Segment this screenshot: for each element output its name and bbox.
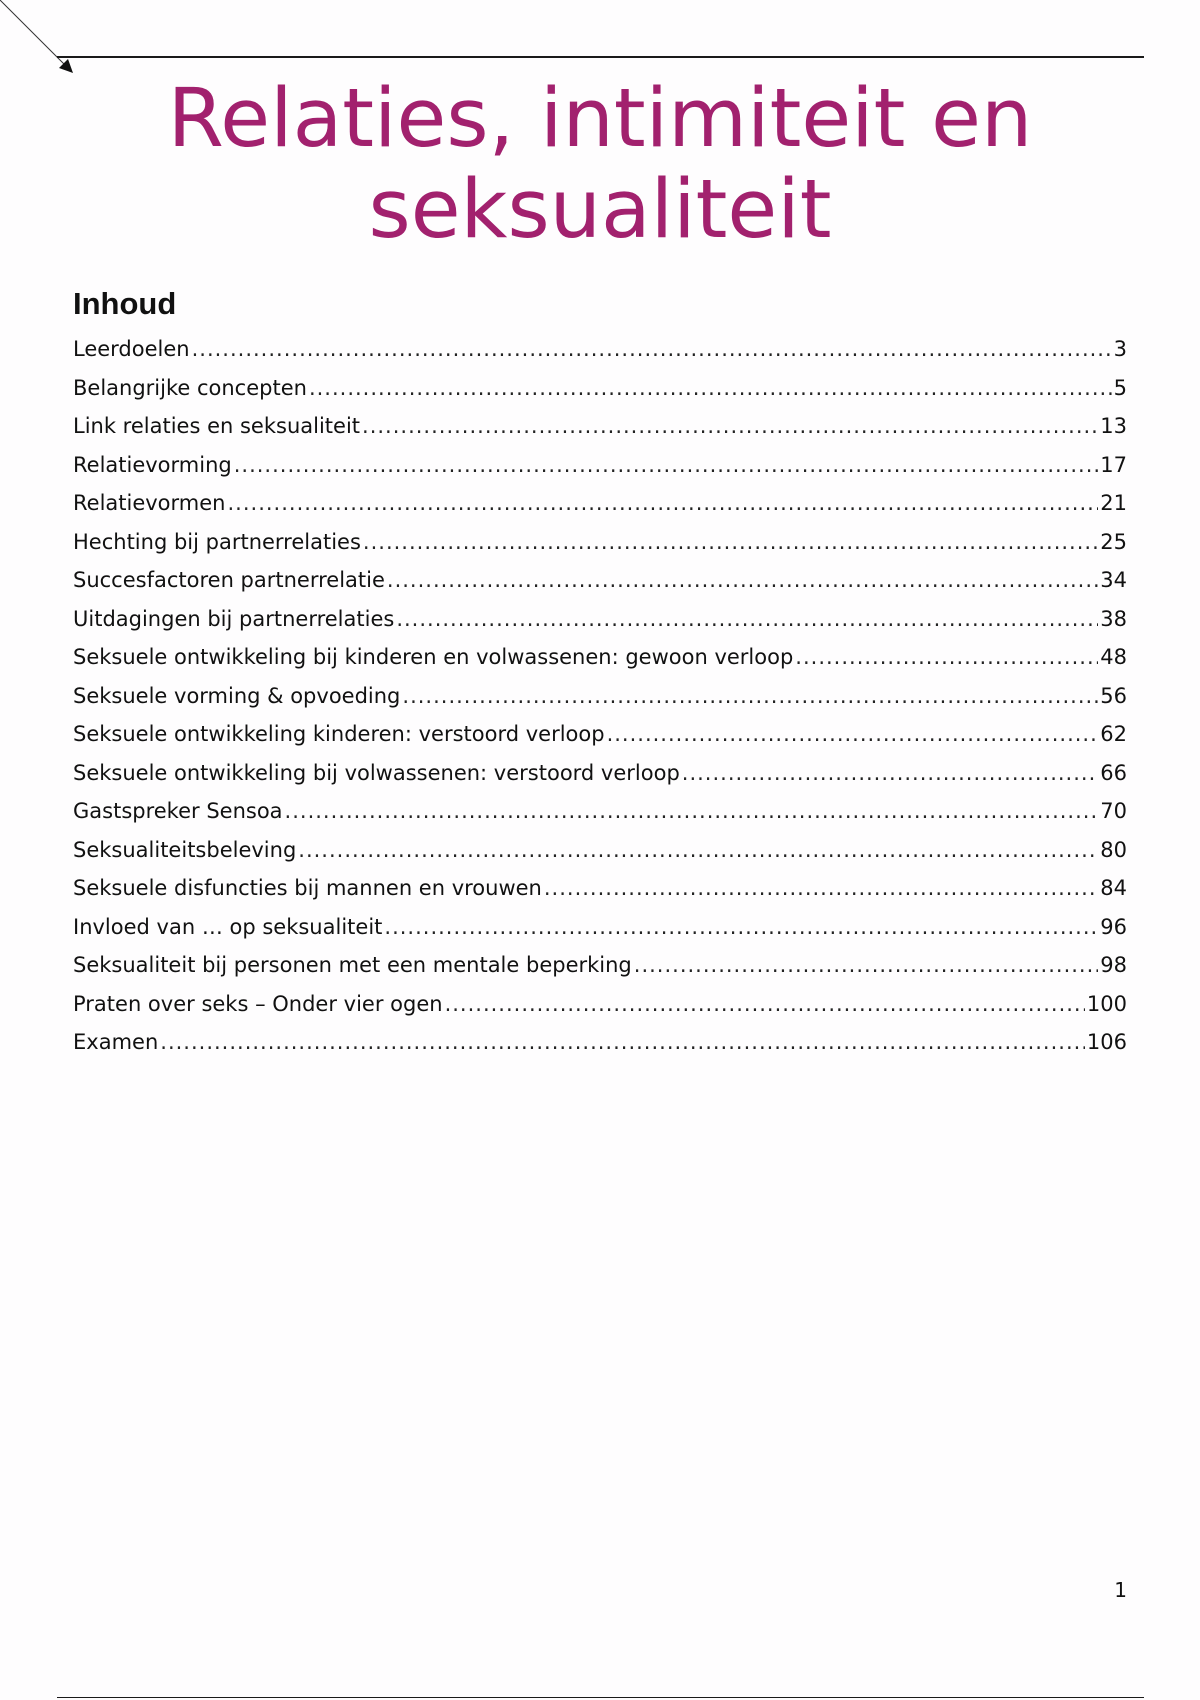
- toc-entry[interactable]: [73, 638, 1127, 677]
- toc-entry-label: Link relaties en seksualiteit: [73, 414, 361, 438]
- toc-entry[interactable]: [73, 369, 1127, 408]
- toc-entry[interactable]: [73, 754, 1127, 793]
- toc-entry-label: Succesfactoren partnerrelatie: [73, 568, 385, 592]
- toc-entry-label: Seksualiteitsbeleving: [73, 837, 297, 862]
- toc-dot-leader: [192, 330, 1112, 369]
- toc-entry-page: 56: [1100, 683, 1127, 708]
- toc-entry-page: 84: [1100, 876, 1127, 900]
- header-rule: [57, 56, 1144, 58]
- toc-entry[interactable]: [73, 831, 1127, 870]
- toc-dot-leader: [285, 792, 1099, 831]
- toc-dot-leader: [160, 1023, 1085, 1062]
- toc-entry-page: 38: [1100, 606, 1127, 631]
- toc-entry-label: Seksualiteit bij personen met een mentale beperking: [73, 953, 632, 977]
- toc-entry-label: Seksuele disfuncties bij mannen en vrouwen: [73, 876, 542, 900]
- toc-entry[interactable]: [73, 330, 1127, 369]
- toc-entry[interactable]: [73, 869, 1127, 908]
- toc-entry[interactable]: [73, 523, 1127, 562]
- toc-dot-leader: [298, 831, 1098, 870]
- toc-entry-label: Gastspreker Sensoa: [73, 799, 283, 823]
- toc-dot-leader: [387, 561, 1098, 600]
- toc-entry-page: 96: [1100, 914, 1127, 939]
- toc-entry-label: Seksuele ontwikkeling kinderen: verstoord verloop: [73, 722, 605, 746]
- toc-entry[interactable]: [73, 600, 1127, 639]
- toc-entry[interactable]: [73, 446, 1127, 485]
- toc-entry-label: Leerdoelen: [73, 337, 190, 361]
- toc-dot-leader: [682, 754, 1098, 793]
- toc-entry-label: Praten over seks – Onder vier ogen: [73, 991, 443, 1016]
- toc-dot-leader: [544, 869, 1098, 908]
- table-of-contents: [73, 330, 1127, 1062]
- toc-entry-page: 3: [1113, 337, 1127, 361]
- toc-entry-page: 80: [1100, 837, 1127, 862]
- toc-entry-page: 66: [1100, 760, 1127, 785]
- toc-entry-page: 48: [1100, 645, 1127, 669]
- toc-dot-leader: [363, 523, 1098, 562]
- toc-entry-page: 106: [1086, 1030, 1127, 1054]
- toc-entry-page: 62: [1100, 722, 1127, 746]
- toc-entry-page: 17: [1100, 452, 1127, 477]
- toc-entry-page: 21: [1100, 491, 1127, 515]
- toc-entry-label: Examen: [73, 1030, 159, 1054]
- toc-entry[interactable]: [73, 484, 1127, 523]
- toc-entry-page: 34: [1100, 568, 1127, 592]
- toc-entry[interactable]: [73, 985, 1127, 1024]
- toc-dot-leader: [402, 677, 1098, 716]
- toc-entry[interactable]: [73, 677, 1127, 716]
- toc-heading: Inhoud: [73, 286, 177, 321]
- footer-rule: [57, 1697, 1144, 1698]
- toc-entry-page: 98: [1100, 953, 1127, 977]
- toc-dot-leader: [362, 407, 1098, 446]
- toc-entry-label: Hechting bij partnerrelaties: [73, 529, 361, 554]
- page-number: 1: [1114, 1578, 1127, 1602]
- toc-entry-label: Relatievormen: [73, 491, 226, 515]
- toc-entry-label: Belangrijke concepten: [73, 375, 307, 400]
- toc-entry-page: 25: [1100, 529, 1127, 554]
- toc-entry-label: Seksuele vorming & opvoeding: [73, 683, 401, 708]
- toc-entry-page: 70: [1100, 799, 1127, 823]
- toc-dot-leader: [396, 600, 1098, 639]
- toc-dot-leader: [634, 946, 1099, 985]
- toc-entry-page: 100: [1086, 991, 1127, 1016]
- toc-entry-label: Invloed van … op seksualiteit: [73, 914, 383, 939]
- corner-arrow-icon: [0, 0, 80, 80]
- toc-entry-label: Seksuele ontwikkeling bij kinderen en volwassenen: gewoon verloop: [73, 645, 794, 669]
- toc-entry-label: Relatievorming: [73, 452, 232, 477]
- toc-entry-page: 5: [1113, 375, 1127, 400]
- toc-dot-leader: [228, 484, 1099, 523]
- toc-dot-leader: [445, 985, 1085, 1024]
- document-title: Relaties, intimiteit en seksualiteit: [167, 72, 1033, 257]
- toc-entry-label: Seksuele ontwikkeling bij volwassenen: verstoord verloop: [73, 760, 680, 785]
- toc-dot-leader: [795, 638, 1098, 677]
- toc-dot-leader: [309, 369, 1112, 408]
- toc-entry-page: 13: [1100, 414, 1127, 438]
- toc-entry[interactable]: [73, 908, 1127, 947]
- toc-entry[interactable]: [73, 1023, 1127, 1062]
- toc-entry[interactable]: [73, 715, 1127, 754]
- toc-dot-leader: [234, 446, 1099, 485]
- toc-dot-leader: [607, 715, 1099, 754]
- toc-entry[interactable]: [73, 561, 1127, 600]
- toc-entry[interactable]: [73, 407, 1127, 446]
- toc-entry-label: Uitdagingen bij partnerrelaties: [73, 606, 395, 631]
- toc-dot-leader: [384, 908, 1098, 947]
- toc-entry[interactable]: [73, 946, 1127, 985]
- toc-entry[interactable]: [73, 792, 1127, 831]
